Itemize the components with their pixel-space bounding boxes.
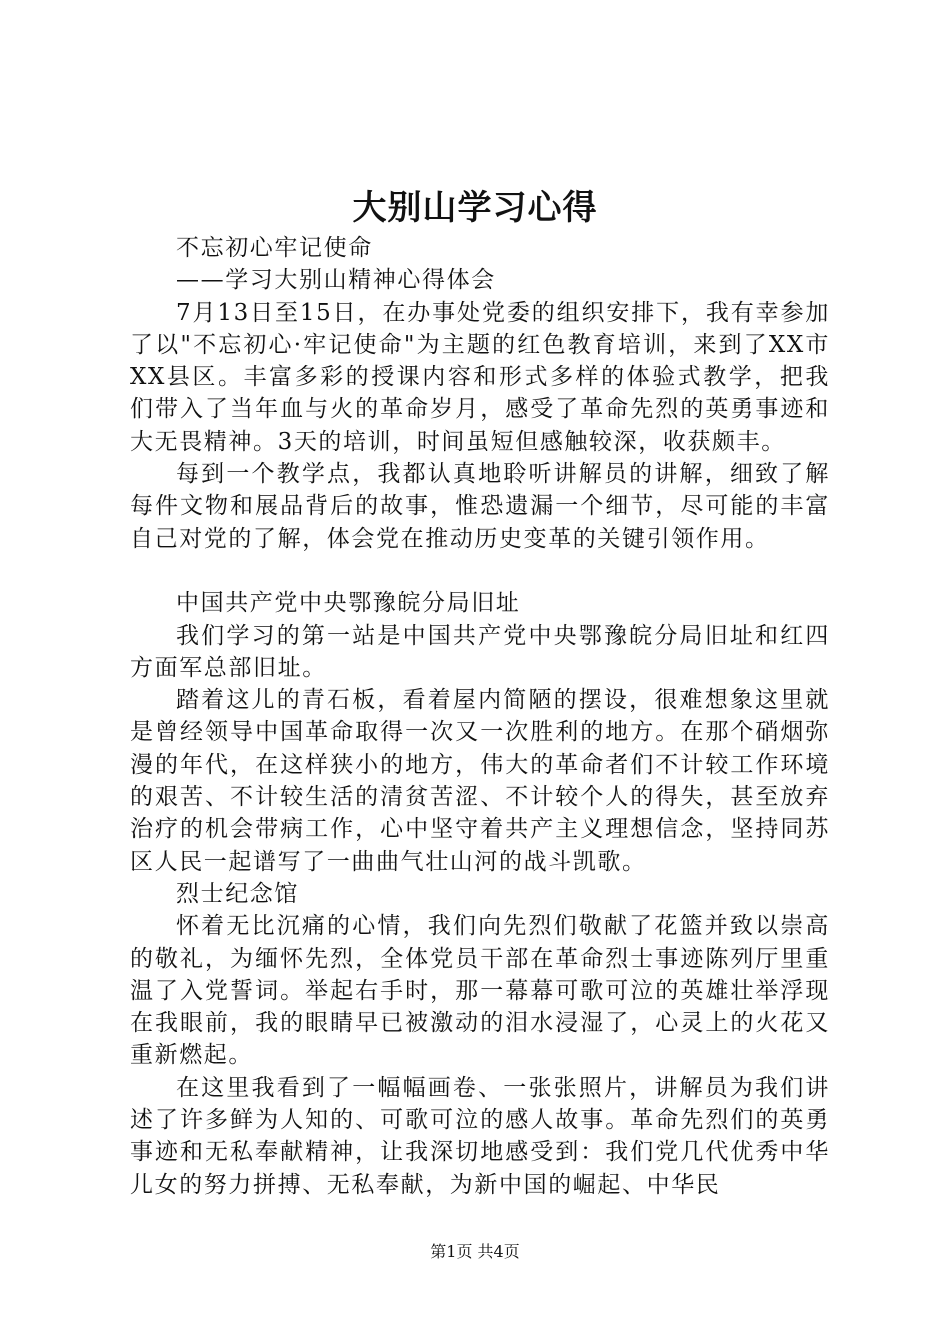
paragraph-tribute: 怀着无比沉痛的心情，我们向先烈们敬献了花篮并致以崇高的敬礼，为缅怀先烈，全体党员干部在革命烈士事迹陈列厅里重温了入党誓词。举起右手时，那一幕幕可歌可泣的英雄壮举浮现在我眼前，我的眼睛早已被激动的泪水浸湿了，心灵上的火花又重新燃起。 xyxy=(130,913,830,1069)
section-heading-bureau-site: 中国共产党中央鄂豫皖分局旧址 xyxy=(176,590,521,617)
page-number-footer: 第1页 共4页 xyxy=(430,1242,520,1261)
subtitle-line: 不忘初心牢记使命 xyxy=(176,235,373,261)
section-heading-memorial: 烈士纪念馆 xyxy=(176,880,299,907)
paragraph-stone-path: 踏着这儿的青石板，看着屋内简陋的摆设，很难想象这里就是曾经领导中国革命取得一次又一次胜利的地方。在那个硝烟弥漫的年代，在这样狭小的地方，伟大的革命者们不计较工作环境的艰苦、不计较生活的清贫苦涩、不计较个人的得失，甚至放弃治疗的机会带病工作，心中坚守着共产主义理想信念，坚持同苏区人民一起谱写了一曲曲气壮山河的战斗凯歌。 xyxy=(130,687,830,875)
document-body xyxy=(130,232,830,1201)
paragraph-intro: 7月13日至15日，在办事处党委的组织安排下，我有幸参加了以"不忘初心·牢记使命"为主题的红色教育培训，来到了XX市XX县区。丰富多彩的授课内容和形式多样的体验式教学，把我们带入了当年血与火的革命岁月，感受了革命先烈的英勇事迹和大无畏精神。3天的培训，时间虽短但感触较深，收获颇丰。 xyxy=(130,299,830,455)
blank-line xyxy=(130,555,830,587)
paragraph-first-stop: 我们学习的第一站是中国共产党中央鄂豫皖分局旧址和红四方面军总部旧址。 xyxy=(130,622,830,681)
paragraph-stories: 在这里我看到了一幅幅画卷、一张张照片，讲解员为我们讲述了许多鲜为人知的、可歌可泣的感人故事。革命先烈们的英勇事迹和无私奉献精神，让我深切地感受到：我们党几代优秀中华儿女的努力拼搏、无私奉献，为新中国的崛起、中华民 xyxy=(130,1074,830,1198)
paragraph-teaching-points: 每到一个教学点，我都认真地聆听讲解员的讲解，细致了解每件文物和展品背后的故事，惟恐遗漏一个细节，尽可能的丰富自己对党的了解，体会党在推动历史变革的关键引领作用。 xyxy=(130,461,830,552)
subtitle-subline: ——学习大别山精神心得体会 xyxy=(176,267,496,294)
document-title: 大别山学习心得 xyxy=(352,188,598,228)
